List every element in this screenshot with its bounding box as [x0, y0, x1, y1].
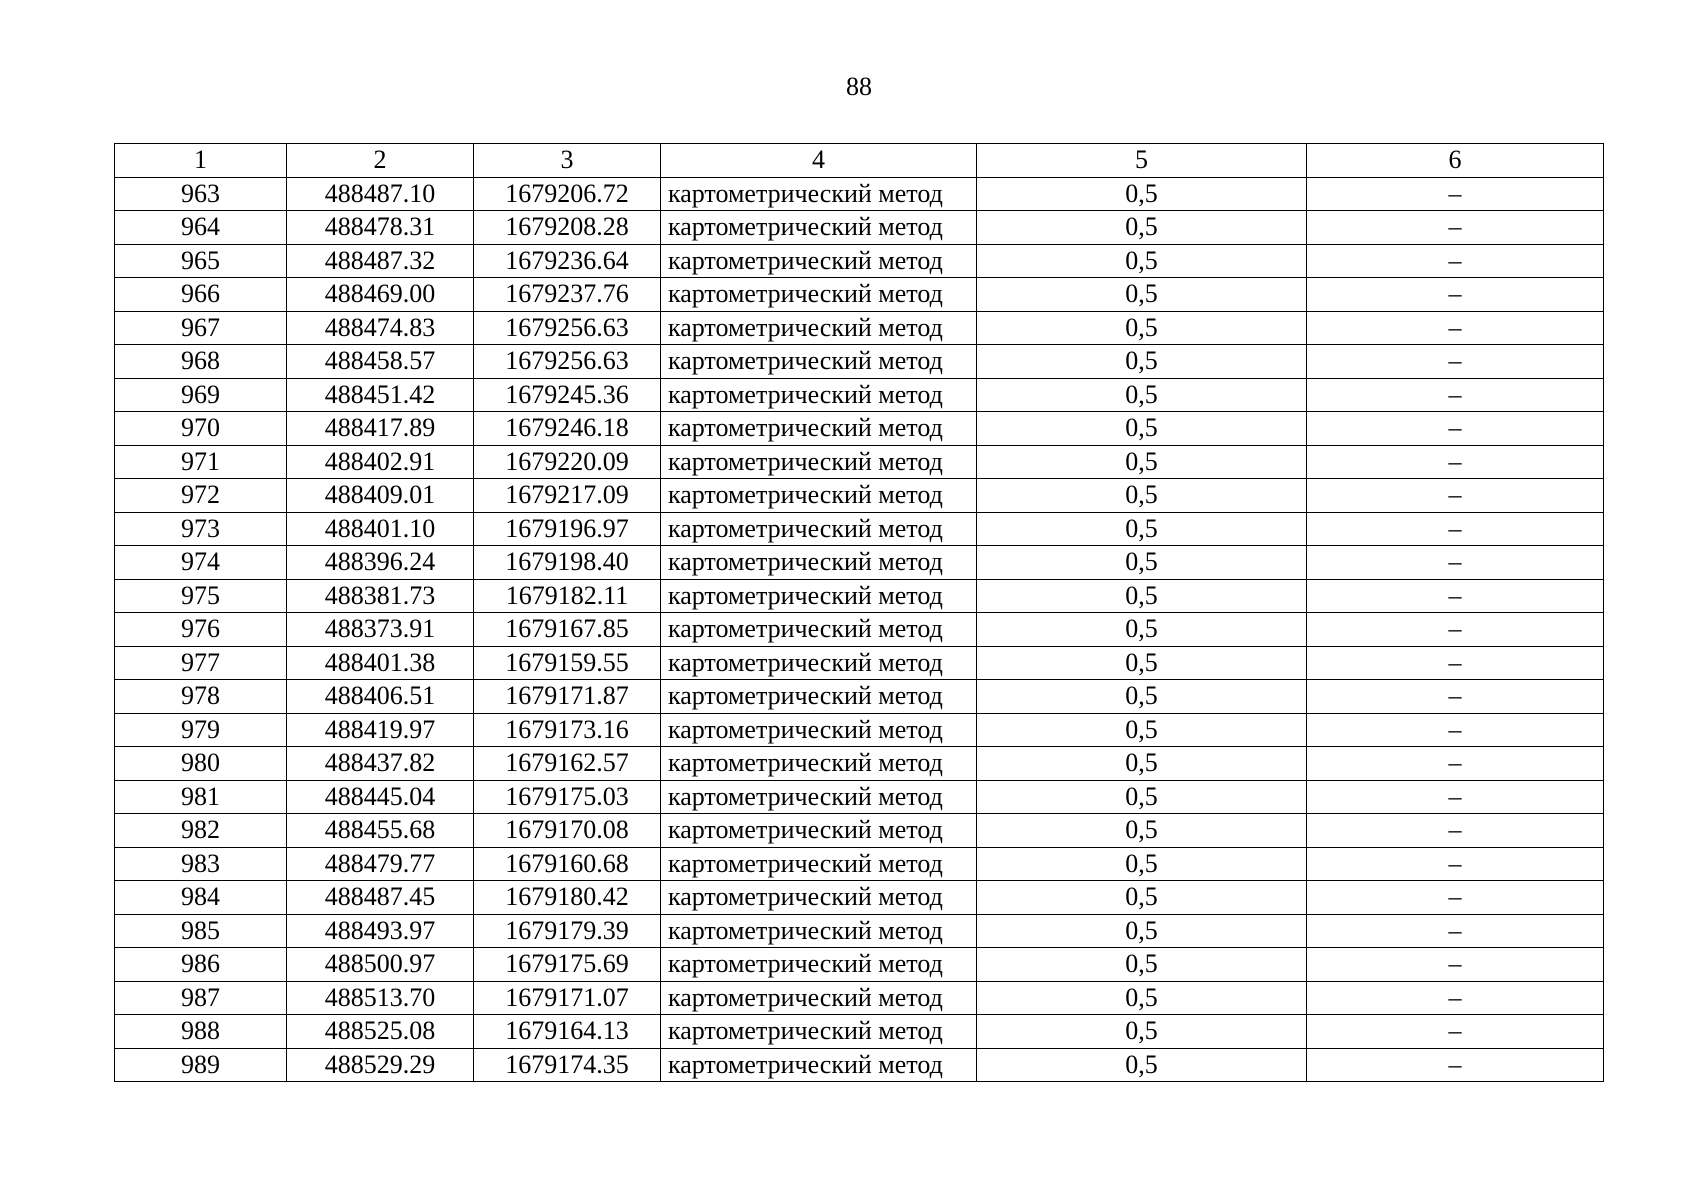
- dash-cell: –: [1307, 780, 1604, 814]
- accuracy-cell: 0,5: [977, 613, 1307, 647]
- method-cell: картометрический метод: [661, 881, 977, 915]
- method-cell: картометрический метод: [661, 680, 977, 714]
- y-coordinate-cell: 1679173.16: [474, 713, 661, 747]
- table-row: [115, 445, 1604, 479]
- point-number-cell: 967: [115, 311, 287, 345]
- y-coordinate-cell: 1679256.63: [474, 345, 661, 379]
- method-cell: картометрический метод: [661, 445, 977, 479]
- dash-cell: –: [1307, 546, 1604, 580]
- page-number: 88: [846, 72, 872, 101]
- accuracy-cell: 0,5: [977, 278, 1307, 312]
- method-cell: картометрический метод: [661, 914, 977, 948]
- table-row: [115, 914, 1604, 948]
- table-row: [115, 1015, 1604, 1049]
- method-cell: картометрический метод: [661, 814, 977, 848]
- dash-cell: –: [1307, 177, 1604, 211]
- table-row: [115, 747, 1604, 781]
- dash-cell: –: [1307, 579, 1604, 613]
- y-coordinate-cell: 1679246.18: [474, 412, 661, 446]
- y-coordinate-cell: 1679217.09: [474, 479, 661, 513]
- method-cell: картометрический метод: [661, 412, 977, 446]
- x-coordinate-cell: 488469.00: [287, 278, 474, 312]
- method-cell: картометрический метод: [661, 613, 977, 647]
- method-cell: картометрический метод: [661, 244, 977, 278]
- x-coordinate-cell: 488402.91: [287, 445, 474, 479]
- y-coordinate-cell: 1679162.57: [474, 747, 661, 781]
- point-number-cell: 968: [115, 345, 287, 379]
- dash-cell: –: [1307, 378, 1604, 412]
- y-coordinate-cell: 1679180.42: [474, 881, 661, 915]
- table-row: [115, 345, 1604, 379]
- accuracy-cell: 0,5: [977, 1048, 1307, 1082]
- accuracy-cell: 0,5: [977, 747, 1307, 781]
- accuracy-cell: 0,5: [977, 680, 1307, 714]
- x-coordinate-cell: 488406.51: [287, 680, 474, 714]
- dash-cell: –: [1307, 412, 1604, 446]
- x-coordinate-cell: 488474.83: [287, 311, 474, 345]
- point-number-cell: 989: [115, 1048, 287, 1082]
- y-coordinate-cell: 1679160.68: [474, 847, 661, 881]
- point-number-cell: 973: [115, 512, 287, 546]
- dash-cell: –: [1307, 345, 1604, 379]
- table-row: [115, 479, 1604, 513]
- x-coordinate-cell: 488529.29: [287, 1048, 474, 1082]
- accuracy-cell: 0,5: [977, 1015, 1307, 1049]
- accuracy-cell: 0,5: [977, 780, 1307, 814]
- y-coordinate-cell: 1679175.03: [474, 780, 661, 814]
- method-cell: картометрический метод: [661, 278, 977, 312]
- y-coordinate-cell: 1679182.11: [474, 579, 661, 613]
- dash-cell: –: [1307, 479, 1604, 513]
- point-number-cell: 986: [115, 948, 287, 982]
- method-cell: картометрический метод: [661, 713, 977, 747]
- x-coordinate-cell: 488513.70: [287, 981, 474, 1015]
- x-coordinate-cell: 488401.38: [287, 646, 474, 680]
- table-row: [115, 378, 1604, 412]
- accuracy-cell: 0,5: [977, 479, 1307, 513]
- header-row: [115, 144, 1604, 178]
- table-row: [115, 579, 1604, 613]
- point-number-cell: 966: [115, 278, 287, 312]
- dash-cell: –: [1307, 814, 1604, 848]
- accuracy-cell: 0,5: [977, 948, 1307, 982]
- y-coordinate-cell: 1679220.09: [474, 445, 661, 479]
- method-cell: картометрический метод: [661, 747, 977, 781]
- table-body: [115, 144, 1604, 1082]
- accuracy-cell: 0,5: [977, 378, 1307, 412]
- method-cell: картометрический метод: [661, 981, 977, 1015]
- method-cell: картометрический метод: [661, 177, 977, 211]
- point-number-cell: 984: [115, 881, 287, 915]
- dash-cell: –: [1307, 244, 1604, 278]
- dash-cell: –: [1307, 1015, 1604, 1049]
- header-cell: 6: [1307, 144, 1604, 178]
- x-coordinate-cell: 488500.97: [287, 948, 474, 982]
- method-cell: картометрический метод: [661, 646, 977, 680]
- accuracy-cell: 0,5: [977, 177, 1307, 211]
- dash-cell: –: [1307, 211, 1604, 245]
- y-coordinate-cell: 1679164.13: [474, 1015, 661, 1049]
- table-row: [115, 713, 1604, 747]
- point-number-cell: 965: [115, 244, 287, 278]
- y-coordinate-cell: 1679196.97: [474, 512, 661, 546]
- y-coordinate-cell: 1679175.69: [474, 948, 661, 982]
- x-coordinate-cell: 488417.89: [287, 412, 474, 446]
- accuracy-cell: 0,5: [977, 445, 1307, 479]
- dash-cell: –: [1307, 847, 1604, 881]
- method-cell: картометрический метод: [661, 847, 977, 881]
- table-row: [115, 680, 1604, 714]
- table-row: [115, 311, 1604, 345]
- y-coordinate-cell: 1679171.07: [474, 981, 661, 1015]
- point-number-cell: 969: [115, 378, 287, 412]
- x-coordinate-cell: 488455.68: [287, 814, 474, 848]
- method-cell: картометрический метод: [661, 479, 977, 513]
- y-coordinate-cell: 1679256.63: [474, 311, 661, 345]
- dash-cell: –: [1307, 747, 1604, 781]
- point-number-cell: 970: [115, 412, 287, 446]
- point-number-cell: 978: [115, 680, 287, 714]
- y-coordinate-cell: 1679236.64: [474, 244, 661, 278]
- method-cell: картометрический метод: [661, 546, 977, 580]
- y-coordinate-cell: 1679174.35: [474, 1048, 661, 1082]
- point-number-cell: 982: [115, 814, 287, 848]
- dash-cell: –: [1307, 278, 1604, 312]
- y-coordinate-cell: 1679167.85: [474, 613, 661, 647]
- accuracy-cell: 0,5: [977, 546, 1307, 580]
- point-number-cell: 988: [115, 1015, 287, 1049]
- x-coordinate-cell: 488487.32: [287, 244, 474, 278]
- dash-cell: –: [1307, 981, 1604, 1015]
- accuracy-cell: 0,5: [977, 881, 1307, 915]
- y-coordinate-cell: 1679237.76: [474, 278, 661, 312]
- x-coordinate-cell: 488451.42: [287, 378, 474, 412]
- dash-cell: –: [1307, 1048, 1604, 1082]
- table-row: [115, 814, 1604, 848]
- dash-cell: –: [1307, 713, 1604, 747]
- point-number-cell: 971: [115, 445, 287, 479]
- dash-cell: –: [1307, 948, 1604, 982]
- x-coordinate-cell: 488458.57: [287, 345, 474, 379]
- accuracy-cell: 0,5: [977, 412, 1307, 446]
- header-cell: 5: [977, 144, 1307, 178]
- accuracy-cell: 0,5: [977, 244, 1307, 278]
- table-row: [115, 412, 1604, 446]
- y-coordinate-cell: 1679206.72: [474, 177, 661, 211]
- x-coordinate-cell: 488487.45: [287, 881, 474, 915]
- y-coordinate-cell: 1679170.08: [474, 814, 661, 848]
- x-coordinate-cell: 488419.97: [287, 713, 474, 747]
- point-number-cell: 976: [115, 613, 287, 647]
- point-number-cell: 979: [115, 713, 287, 747]
- table-row: [115, 613, 1604, 647]
- method-cell: картометрический метод: [661, 378, 977, 412]
- point-number-cell: 977: [115, 646, 287, 680]
- method-cell: картометрический метод: [661, 1048, 977, 1082]
- header-cell: 2: [287, 144, 474, 178]
- method-cell: картометрический метод: [661, 780, 977, 814]
- point-number-cell: 985: [115, 914, 287, 948]
- x-coordinate-cell: 488445.04: [287, 780, 474, 814]
- method-cell: картометрический метод: [661, 211, 977, 245]
- point-number-cell: 981: [115, 780, 287, 814]
- dash-cell: –: [1307, 914, 1604, 948]
- point-number-cell: 987: [115, 981, 287, 1015]
- table-row: [115, 512, 1604, 546]
- header-cell: 4: [661, 144, 977, 178]
- dash-cell: –: [1307, 646, 1604, 680]
- dash-cell: –: [1307, 512, 1604, 546]
- table-row: [115, 881, 1604, 915]
- dash-cell: –: [1307, 613, 1604, 647]
- method-cell: картометрический метод: [661, 311, 977, 345]
- dash-cell: –: [1307, 881, 1604, 915]
- point-number-cell: 964: [115, 211, 287, 245]
- y-coordinate-cell: 1679159.55: [474, 646, 661, 680]
- table-row: [115, 1048, 1604, 1082]
- accuracy-cell: 0,5: [977, 814, 1307, 848]
- accuracy-cell: 0,5: [977, 646, 1307, 680]
- point-number-cell: 980: [115, 747, 287, 781]
- header-cell: 3: [474, 144, 661, 178]
- table-row: [115, 780, 1604, 814]
- dash-cell: –: [1307, 311, 1604, 345]
- x-coordinate-cell: 488525.08: [287, 1015, 474, 1049]
- y-coordinate-cell: 1679179.39: [474, 914, 661, 948]
- y-coordinate-cell: 1679198.40: [474, 546, 661, 580]
- x-coordinate-cell: 488409.01: [287, 479, 474, 513]
- x-coordinate-cell: 488373.91: [287, 613, 474, 647]
- x-coordinate-cell: 488478.31: [287, 211, 474, 245]
- y-coordinate-cell: 1679171.87: [474, 680, 661, 714]
- point-number-cell: 974: [115, 546, 287, 580]
- x-coordinate-cell: 488487.10: [287, 177, 474, 211]
- method-cell: картометрический метод: [661, 512, 977, 546]
- method-cell: картометрический метод: [661, 948, 977, 982]
- accuracy-cell: 0,5: [977, 981, 1307, 1015]
- accuracy-cell: 0,5: [977, 579, 1307, 613]
- x-coordinate-cell: 488401.10: [287, 512, 474, 546]
- accuracy-cell: 0,5: [977, 512, 1307, 546]
- table-row: [115, 847, 1604, 881]
- coordinates-table: [114, 143, 1604, 1082]
- method-cell: картометрический метод: [661, 345, 977, 379]
- table-row: [115, 177, 1604, 211]
- table-row: [115, 646, 1604, 680]
- x-coordinate-cell: 488479.77: [287, 847, 474, 881]
- accuracy-cell: 0,5: [977, 345, 1307, 379]
- table-row: [115, 546, 1604, 580]
- table-row: [115, 948, 1604, 982]
- point-number-cell: 975: [115, 579, 287, 613]
- accuracy-cell: 0,5: [977, 311, 1307, 345]
- x-coordinate-cell: 488381.73: [287, 579, 474, 613]
- accuracy-cell: 0,5: [977, 914, 1307, 948]
- point-number-cell: 963: [115, 177, 287, 211]
- accuracy-cell: 0,5: [977, 211, 1307, 245]
- x-coordinate-cell: 488396.24: [287, 546, 474, 580]
- table-row: [115, 278, 1604, 312]
- method-cell: картометрический метод: [661, 579, 977, 613]
- x-coordinate-cell: 488437.82: [287, 747, 474, 781]
- table-row: [115, 211, 1604, 245]
- header-cell: 1: [115, 144, 287, 178]
- table-row: [115, 244, 1604, 278]
- point-number-cell: 983: [115, 847, 287, 881]
- point-number-cell: 972: [115, 479, 287, 513]
- table-row: [115, 981, 1604, 1015]
- accuracy-cell: 0,5: [977, 713, 1307, 747]
- accuracy-cell: 0,5: [977, 847, 1307, 881]
- dash-cell: –: [1307, 445, 1604, 479]
- x-coordinate-cell: 488493.97: [287, 914, 474, 948]
- method-cell: картометрический метод: [661, 1015, 977, 1049]
- y-coordinate-cell: 1679245.36: [474, 378, 661, 412]
- y-coordinate-cell: 1679208.28: [474, 211, 661, 245]
- dash-cell: –: [1307, 680, 1604, 714]
